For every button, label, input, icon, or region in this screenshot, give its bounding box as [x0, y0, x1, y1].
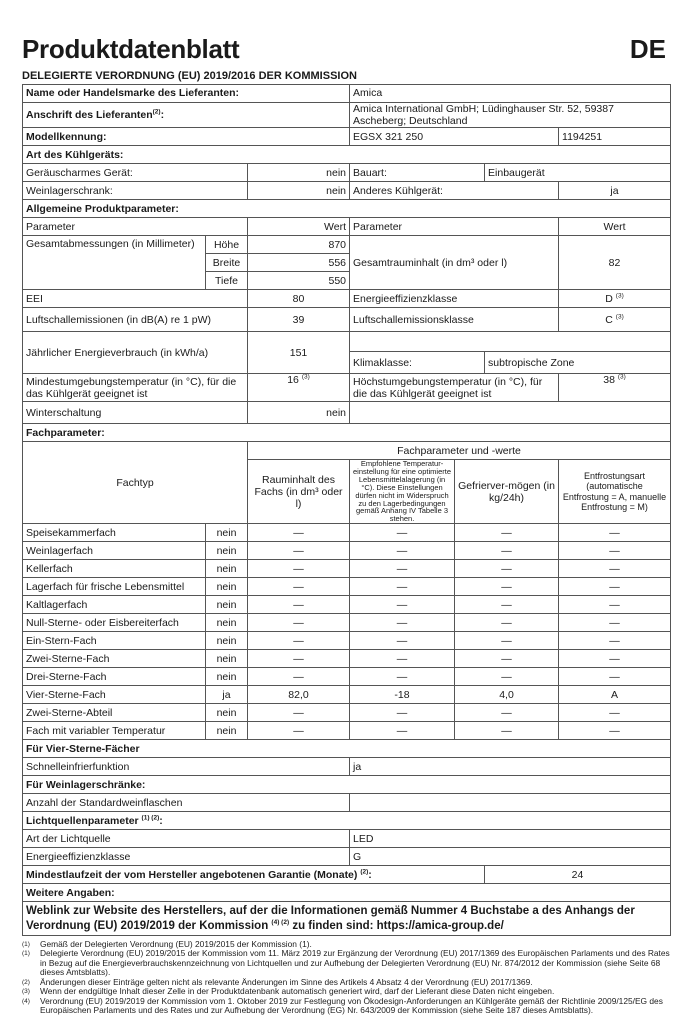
compartment-temp: — [350, 542, 455, 560]
bottles-label: Anzahl der Standardweinflaschen [23, 794, 350, 812]
fast-freeze-label: Schnelleinfrierfunktion [23, 758, 350, 776]
compartment-temp: -18 [350, 686, 455, 704]
compartment-present: nein [206, 722, 248, 740]
compartment-row [23, 686, 671, 704]
compartment-name: Zwei-Sterne-Abteil [23, 704, 206, 722]
footnote-mark: (1) [22, 950, 30, 958]
noise-label: Luftschallemissionen (in dB(A) re 1 pW) [23, 308, 248, 332]
compartment-present: nein [206, 542, 248, 560]
compartment-temp: — [350, 650, 455, 668]
compartment-row [23, 668, 671, 686]
compartment-volume: — [248, 614, 350, 632]
eei-row [23, 290, 671, 308]
footnote-text: Verordnung (EU) 2019/2019 der Kommission vom 1. Oktober 2019 zur Festlegung von Ökodesign-Anforderungen an Kühlgeräte gemäß der Richtlinie 2009/125/EG des Europäischen Parlaments und des Rates und zur Aufhebung der Verordnung (EG) Nr. 643/2009 der Kommission (siehe Seite 187 dieses Amtsblatts). [40, 995, 663, 1016]
wine-cabinet-row [23, 182, 671, 200]
general-heading: Allgemeine Produktparameter: [23, 200, 671, 218]
compartment-freeze: — [455, 722, 559, 740]
compartment-temp: — [350, 578, 455, 596]
energy-class-label: Energieeffizienzklasse [350, 290, 559, 308]
design-label: Bauart: [350, 164, 485, 182]
supplier-address-label-text: Anschrift des Lieferanten [26, 109, 153, 122]
light-type-row [23, 830, 671, 848]
min-temp-footnote: (3) [301, 373, 310, 381]
winter-filler [350, 402, 671, 424]
compartment-volume: — [248, 542, 350, 560]
annual-energy-filler [350, 332, 671, 352]
compartment-present: nein [206, 650, 248, 668]
compartment-present: ja [206, 686, 248, 704]
footnote-text: Delegierte Verordnung (EU) 2019/2015 der Kommission vom 11. März 2019 zur Ergänzung der Verordnung (EU) 2017/1369 des Europäischen Parlaments und des Rates in Bezug auf die Energieverbrauchskennzeichnung von Lichtquellen und zur Aufhebung der Delegierten Verordnung (EU) Nr. 874/2012 der Kommission (siehe Seite 68 dieses Amtsblatts). [40, 948, 670, 978]
energy-class-footnote: (3) [615, 292, 624, 300]
weblink-url-text: zu finden sind: https://amica-group.de/ [292, 919, 504, 932]
compartment-volume: — [248, 578, 350, 596]
ambient-temp-row [23, 374, 671, 402]
wine-cabinet-label: Weinlagerschrank: [23, 182, 248, 200]
compartment-name: Zwei-Sterne-Fach [23, 650, 206, 668]
compartment-row [23, 650, 671, 668]
compartment-name: Lagerfach für frische Lebensmittel [23, 578, 206, 596]
param-header-row [23, 218, 671, 236]
warranty-colon: : [368, 868, 372, 881]
fast-freeze-row [23, 758, 671, 776]
compartment-name: Kaltlagerfach [23, 596, 206, 614]
param-header-left: Parameter [23, 218, 248, 236]
compartment-defrost: — [559, 650, 671, 668]
other-device-value: ja [559, 182, 671, 200]
depth-label: Tiefe [206, 272, 248, 290]
footnote [22, 997, 670, 1016]
compartment-row [23, 578, 671, 596]
climate-value: subtropische Zone [485, 352, 671, 374]
noise-class-text: C [605, 313, 613, 326]
compartment-row [23, 542, 671, 560]
compartment-row [23, 722, 671, 740]
compartment-present: nein [206, 668, 248, 686]
light-heading [23, 812, 671, 830]
light-heading-colon: : [159, 814, 163, 827]
compartment-present: nein [206, 578, 248, 596]
more-heading: Weitere Angaben: [23, 884, 671, 902]
light-type-value: LED [350, 830, 671, 848]
model-value: EGSX 321 250 [350, 128, 559, 146]
weblink-text-main: Weblink zur Website des Herstellers, auf der die Informationen gemäß Nummer 4 Buchstabe a des Anhangs der Verordnung (EU) 2019/2019 der Kommission [26, 905, 635, 932]
light-class-label: Energieeffizienzklasse [23, 848, 350, 866]
supplier-address-row [23, 103, 671, 128]
col-temp-header: Empfohlene Temperatur-einstellung für eine optimierte Lebensmittelalagerung (in °C). Diese Einstellungen dürfen nicht im Widerspruch zu den Lagerbedingungen gemäß Anhang IV Tabelle 3 stehen. [350, 460, 455, 524]
width-value: 556 [248, 254, 350, 272]
width-label: Breite [206, 254, 248, 272]
compartment-defrost: — [559, 668, 671, 686]
compartment-freeze: 4,0 [455, 686, 559, 704]
compartment-name: Ein-Stern-Fach [23, 632, 206, 650]
light-heading-footnote: (1) (2) [141, 814, 160, 822]
depth-value: 550 [248, 272, 350, 290]
noise-class-value [559, 308, 671, 332]
compartment-freeze: — [455, 578, 559, 596]
datasheet-table [22, 84, 671, 936]
light-heading-text: Lichtquellenparameter [26, 814, 139, 827]
page-subtitle: DELEGIERTE VERORDNUNG (EU) 2019/2016 DER KOMMISSION [22, 70, 357, 82]
weblink-footnote: (4) (2) [271, 918, 290, 926]
light-type-label: Art der Lichtquelle [23, 830, 350, 848]
col-freeze-header: Gefrierver-mögen (in kg/24h) [455, 460, 559, 524]
min-temp-text: 16 [287, 374, 299, 387]
max-temp-footnote: (3) [617, 373, 626, 381]
bottles-row [23, 794, 671, 812]
compartment-temp: — [350, 632, 455, 650]
supplier-name-row [23, 85, 671, 103]
wine-heading: Für Weinlagerschränke: [23, 776, 671, 794]
energy-class-text: D [605, 292, 613, 305]
footnote-mark: (4) [22, 997, 30, 1005]
four-star-heading-row [23, 740, 671, 758]
compartment-name: Fach mit variabler Temperatur [23, 722, 206, 740]
light-heading-row [23, 812, 671, 830]
noise-class-label: Luftschallemissionsklasse [350, 308, 559, 332]
compartment-present: nein [206, 596, 248, 614]
supplier-address-value: Amica International GmbH; Lüdinghauser Str. 52, 59387 Ascheberg; Deutschland [350, 103, 671, 128]
compartment-defrost: — [559, 542, 671, 560]
dimensions-label: Gesamtabmessungen (in Millimeter) [23, 236, 206, 290]
compartment-row [23, 524, 671, 542]
col-defrost-header: Entfrostungsart (automatische Entfrostung = A, manuelle Entfrostung = M) [559, 460, 671, 524]
weblink-text [23, 902, 671, 936]
compartment-volume: — [248, 524, 350, 542]
param-header-right: Parameter [350, 218, 559, 236]
light-class-value: G [350, 848, 671, 866]
col-volume-header: Rauminhalt des Fachs (in dm³ oder l) [248, 460, 350, 524]
compartment-defrost: A [559, 686, 671, 704]
annual-energy-row [23, 332, 671, 352]
total-volume-label: Gesamtrauminhalt (in dm³ oder l) [350, 236, 559, 290]
compartment-defrost: — [559, 560, 671, 578]
winter-row [23, 402, 671, 424]
compartment-temp: — [350, 614, 455, 632]
supplier-address-label [23, 103, 350, 128]
value-header-left: Wert [248, 218, 350, 236]
noise-class-footnote: (3) [615, 313, 624, 321]
compartment-row [23, 632, 671, 650]
model-row [23, 128, 671, 146]
footnote-mark: (2) [22, 978, 30, 986]
low-noise-label: Geräuscharmes Gerät: [23, 164, 248, 182]
supplier-name-label: Name oder Handelsmarke des Lieferanten: [23, 85, 350, 103]
low-noise-row [23, 164, 671, 182]
compartment-temp: — [350, 596, 455, 614]
compartment-volume: — [248, 596, 350, 614]
warranty-value: 24 [485, 866, 671, 884]
compartment-defrost: — [559, 632, 671, 650]
max-temp-label: Höchstumgebungstemperatur (in °C), für die das Kühlgerät geeignet ist [350, 374, 559, 402]
max-temp-text: 38 [603, 374, 615, 387]
min-temp-label: Mindestumgebungstemperatur (in °C), für die das Kühlgerät geeignet ist [23, 374, 248, 402]
warranty-label-text: Mindestlaufzeit der vom Hersteller angebotenen Garantie (Monate) [26, 868, 358, 881]
annual-energy-value: 151 [248, 332, 350, 374]
device-type-heading: Art des Kühlgeräts: [23, 146, 671, 164]
compartment-temp: — [350, 704, 455, 722]
compartment-temp: — [350, 560, 455, 578]
compartment-freeze: — [455, 560, 559, 578]
min-temp-value [248, 374, 350, 402]
compartment-volume: — [248, 560, 350, 578]
compartment-freeze: — [455, 668, 559, 686]
wine-heading-row [23, 776, 671, 794]
wine-cabinet-value: nein [248, 182, 350, 200]
compartment-row [23, 704, 671, 722]
compartment-row [23, 560, 671, 578]
footnotes [22, 940, 670, 1016]
compartments-heading: Fachparameter: [23, 424, 671, 442]
compartment-volume: 82,0 [248, 686, 350, 704]
device-type-heading-row [23, 146, 671, 164]
footnote-text: Gemäß der Delegierten Verordnung (EU) 2019/2015 der Kommission (1). [40, 938, 312, 949]
compartment-freeze: — [455, 596, 559, 614]
compartment-freeze: — [455, 650, 559, 668]
compartment-defrost: — [559, 722, 671, 740]
compartment-present: nein [206, 704, 248, 722]
page-title: Produktdatenblatt [22, 34, 240, 64]
max-temp-value [559, 374, 671, 402]
compartment-freeze: — [455, 524, 559, 542]
compartment-row [23, 596, 671, 614]
noise-value: 39 [248, 308, 350, 332]
low-noise-value: nein [248, 164, 350, 182]
noise-row [23, 308, 671, 332]
compartment-volume: — [248, 632, 350, 650]
compartment-name: Null-Sterne- oder Eisbereiterfach [23, 614, 206, 632]
height-value: 870 [248, 236, 350, 254]
compartment-freeze: — [455, 542, 559, 560]
dimension-height-row [23, 236, 671, 254]
compartment-name: Weinlagerfach [23, 542, 206, 560]
fast-freeze-value: ja [350, 758, 671, 776]
compartment-group-header: Fachparameter und -werte [248, 442, 671, 460]
value-header-right: Wert [559, 218, 671, 236]
compartment-defrost: — [559, 596, 671, 614]
compartments-heading-row [23, 424, 671, 442]
winter-value: nein [248, 402, 350, 424]
model-label: Modellkennung: [23, 128, 350, 146]
four-star-heading: Für Vier-Sterne-Fächer [23, 740, 671, 758]
eei-label: EEI [23, 290, 248, 308]
footnote-mark: (1) [22, 940, 30, 948]
general-heading-row [23, 200, 671, 218]
total-volume-value: 82 [559, 236, 671, 290]
compartment-defrost: — [559, 614, 671, 632]
compartment-temp: — [350, 668, 455, 686]
footnote-mark: (3) [22, 988, 30, 996]
supplier-address-colon: : [160, 109, 165, 122]
compartment-defrost: — [559, 578, 671, 596]
header [22, 34, 670, 70]
light-class-row [23, 848, 671, 866]
compartment-volume: — [248, 722, 350, 740]
eei-value: 80 [248, 290, 350, 308]
supplier-address-footnote: (2) [152, 108, 161, 116]
compartment-present: nein [206, 560, 248, 578]
compartment-temp: — [350, 722, 455, 740]
compartment-volume: — [248, 704, 350, 722]
height-label: Höhe [206, 236, 248, 254]
footnote-text: Wenn der endgültige Inhalt dieser Zelle in der Produktdatenbank automatisch generiert wird, darf der Lieferant diese Daten nicht eingeben. [40, 986, 555, 997]
energy-class-value [559, 290, 671, 308]
footnote-text: Änderungen dieser Einträge gelten nicht als relevante Änderungen im Sinne des Artikels 4 Absatz 4 der Verordnung (EU) 2017/1369. [40, 976, 533, 987]
compartment-present: nein [206, 614, 248, 632]
compartment-temp: — [350, 524, 455, 542]
compartment-freeze: — [455, 704, 559, 722]
warranty-label [23, 866, 485, 884]
compartments-group-header-row [23, 442, 671, 460]
other-device-label: Anderes Kühlgerät: [350, 182, 559, 200]
footnote [22, 949, 670, 977]
compartment-volume: — [248, 650, 350, 668]
winter-label: Winterschaltung [23, 402, 248, 424]
compartment-rows [23, 524, 671, 740]
warranty-footnote: (2) [360, 868, 369, 876]
compartment-present: nein [206, 632, 248, 650]
warranty-row [23, 866, 671, 884]
bottles-value [350, 794, 671, 812]
compartment-name: Speisekammerfach [23, 524, 206, 542]
compartment-volume: — [248, 668, 350, 686]
compartment-name: Kellerfach [23, 560, 206, 578]
compartment-name: Vier-Sterne-Fach [23, 686, 206, 704]
compartment-type-header: Fachtyp [23, 442, 248, 524]
language-code: DE [629, 34, 666, 64]
supplier-name-value: Amica [350, 85, 671, 103]
datasheet-page [22, 0, 670, 1016]
design-value: Einbaugerät [485, 164, 671, 182]
compartment-defrost: — [559, 524, 671, 542]
more-heading-row [23, 884, 671, 902]
compartment-row [23, 614, 671, 632]
model-number: 1194251 [559, 128, 671, 146]
compartment-freeze: — [455, 614, 559, 632]
compartment-defrost: — [559, 704, 671, 722]
compartment-present: nein [206, 524, 248, 542]
climate-label: Klimaklasse: [350, 352, 485, 374]
weblink-row [23, 902, 671, 936]
compartment-freeze: — [455, 632, 559, 650]
compartment-name: Drei-Sterne-Fach [23, 668, 206, 686]
annual-energy-label: Jährlicher Energieverbrauch (in kWh/a) [23, 332, 248, 374]
